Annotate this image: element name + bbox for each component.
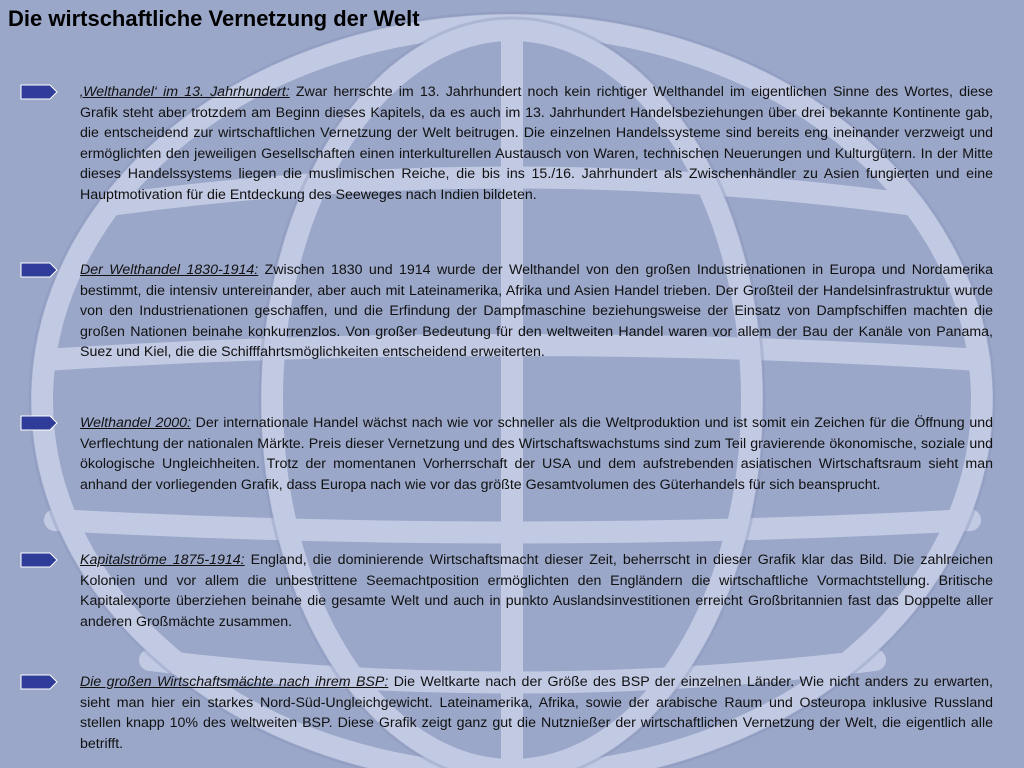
item-body: Der internationale Handel wächst nach wie vor schneller als die Weltproduktion und ist somit ein Zeichen für die Öffnung und Verflechtung der nationalen Märkte. Preis dieser Vernetzung und des Wirtschaftswachstums sind zum Teil gravierende ökonomische, soziale und ökologische Ungleichheiten. Trotz der momentanen Vorherrschaft der USA und dem aufstrebenden asiatischen Wirtschaftsraum sieht man anhand der vorliegenden Grafik, dass Europa nach wie vor das größte Gesamtvolumen des Güterhandels für sich beansprucht. [80,415,993,493]
item-label: Die großen Wirtschaftsmächte nach ihrem BSP: [80,674,389,690]
arrow-bullet-icon [20,552,58,568]
item-label: ‚Welthandel‘ im 13. Jahrhundert: [80,84,290,100]
item-label: Der Welthandel 1830-1914: [80,262,259,278]
item-body: Die Weltkarte nach der Größe des BSP der einzelnen Länder. Wie nicht anders zu erwarten, sieht man hier ein starkes Nord-Süd-Ungleichgewicht. Lateinamerika, Afrika, sowie der arabische Raum und Osteuropa inklusive Russland stellen knapp 10% des weltweiten BSP. Diese Grafik zeigt ganz gut die Nutznießer der wirtschaftlichen Vernetzung der Welt, die eigentlich alle betrifft. [80,674,993,752]
arrow-bullet-icon [20,674,58,690]
arrow-bullet-icon [20,84,58,100]
item-label: Welthandel 2000: [80,415,191,431]
arrow-bullet-icon [20,262,58,278]
item-paragraph [80,550,993,632]
item-paragraph [80,413,993,495]
item-paragraph [80,82,993,205]
item-paragraph [80,672,993,754]
item-body: Zwischen 1830 und 1914 wurde der Welthandel von den großen Industrienationen in Europa und Nordamerika bestimmt, die intensiv untereinander, aber auch mit Lateinamerika, Afrika und Asien Handel trieben. Der Großteil der Handelsinfrastruktur wurde von den Industrienationen geschaffen, und die Erfindung der Dampfmaschine beziehungsweise der Einsatz von Dampfschiffen machten die großen Nationen beinahe konkurrenzlos. Von großer Bedeutung für den weltweiten Handel waren vor allem der Bau der Kanäle von Panama, Suez und Kiel, die die Schifffahrtsmöglichkeiten entscheidend erweiterten. [80,262,993,360]
slide-title: Die wirtschaftliche Vernetzung der Welt [8,6,420,31]
item-label: Kapitalströme 1875-1914: [80,552,245,568]
item-paragraph [80,260,993,363]
item-body: Zwar herrschte im 13. Jahrhundert noch kein richtiger Welthandel im eigentlichen Sinne des Wortes, diese Grafik steht aber trotzdem am Beginn dieses Kapitels, da es auch im 13. Jahrhundert Handelsbeziehungen über drei bekannte Kontinente gab, die entscheidend zur wirtschaftlichen Vernetzung der Welt beitrugen. Die einzelnen Handelssysteme sind bereits eng ineinander verzweigt und ermöglichten den jeweiligen Gesellschaften einen interkulturellen Austausch von Waren, technischen Neuerungen und Kulturgütern. In der Mitte dieses Handelssystems liegen die muslimischen Reiche, die bis ins 15./16. Jahrhundert als Zwischenhändler zu Asien fungierten und eine Hauptmotivation für die Entdeckung des Seeweges nach Indien bildeten. [80,84,993,203]
item-body: England, die dominierende Wirtschaftsmacht dieser Zeit, beherrscht in dieser Grafik klar das Bild. Die zahlreichen Kolonien und vor allem die unbestrittene Seemachtposition ermöglichten den Engländern die wirtschaftliche Vormachtstellung. Britische Kapitalexporte überziehen beinahe die gesamte Welt und auch in punkto Auslandsinvestitionen erreicht Großbritannien fast das Doppelte aller anderen Großmächte zusammen. [80,552,993,630]
arrow-bullet-icon [20,415,58,431]
